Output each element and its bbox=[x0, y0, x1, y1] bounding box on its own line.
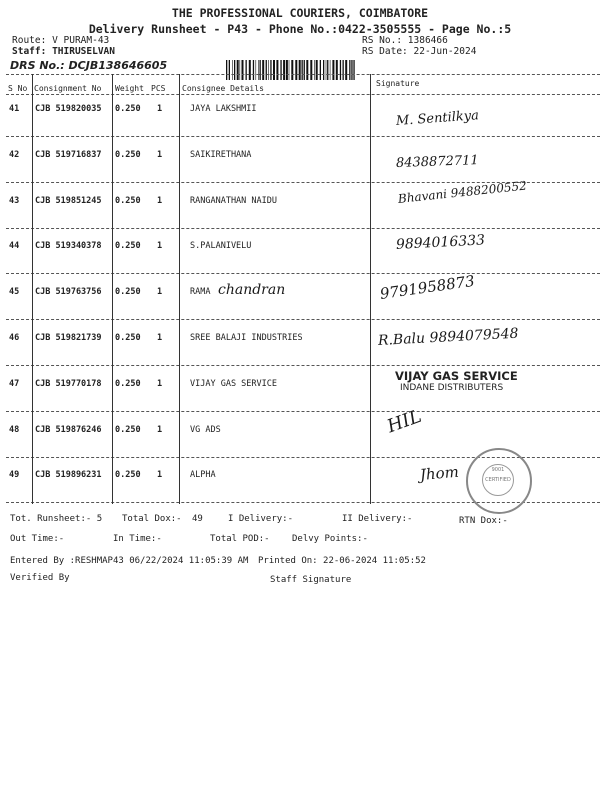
row-sno: 41 bbox=[9, 104, 20, 114]
row-weight: 0.250 bbox=[115, 149, 141, 160]
row-signature: M. Sentilkya bbox=[395, 108, 480, 129]
row-pcs: 1 bbox=[157, 104, 163, 114]
row-weight: 0.250 bbox=[115, 424, 141, 435]
runsheet-subtitle: Delivery Runsheet - P43 - Phone No.:0422-3505555 - Page No.:5 bbox=[88, 22, 512, 36]
row-weight: 0.250 bbox=[115, 104, 141, 114]
row-consignee-handwritten: chandran bbox=[218, 282, 286, 299]
rtn-dox: RTN Dox:- bbox=[459, 516, 508, 526]
table-row bbox=[0, 178, 600, 238]
row-consignee: VG ADS bbox=[190, 424, 221, 435]
row-pcs: 1 bbox=[157, 378, 163, 389]
company-title: THE PROFESSIONAL COURIERS, COIMBATORE bbox=[171, 6, 429, 20]
row-sno: 42 bbox=[9, 149, 20, 160]
row-signature: R.Balu 9894079548 bbox=[377, 325, 519, 349]
row-pcs: 1 bbox=[157, 195, 163, 206]
table-row bbox=[0, 232, 600, 283]
delvy-points: Delvy Points:- bbox=[292, 534, 368, 544]
barcode-image bbox=[226, 60, 358, 80]
row-consignee: S.PALANIVELU bbox=[190, 241, 252, 252]
company-seal bbox=[466, 448, 532, 514]
table-header-rule bbox=[6, 94, 600, 95]
staff-value: THIRUSELVAN bbox=[52, 46, 115, 57]
route-label: Route: bbox=[12, 35, 47, 46]
row-sno: 48 bbox=[9, 424, 20, 435]
row-consignment-no: CJB 519716837 bbox=[35, 149, 102, 160]
row-pcs: 1 bbox=[157, 470, 163, 481]
row-consignee: SREE BALAJI INDUSTRIES bbox=[190, 333, 303, 343]
col-header-consignee: Consignee Details bbox=[182, 84, 264, 93]
row-consignment-no: CJB 519340378 bbox=[35, 241, 102, 252]
route-line bbox=[12, 35, 109, 46]
drs-label: DRS No.: bbox=[10, 59, 65, 72]
row-weight: 0.250 bbox=[115, 195, 141, 206]
col-header-signature: Signature bbox=[376, 79, 420, 88]
row-sno: 45 bbox=[9, 287, 20, 298]
row-signature: HIL bbox=[384, 405, 425, 437]
table-row bbox=[0, 271, 600, 329]
row-signature-stamp-sub: INDANE DISTRIBUTERS bbox=[400, 382, 504, 393]
drs-value: DCJB138646605 bbox=[68, 59, 168, 72]
verified-by: Verified By bbox=[10, 573, 70, 583]
total-dox-value: 49 bbox=[192, 514, 203, 524]
row-consignment-no: CJB 519876246 bbox=[35, 424, 102, 435]
row-sno: 46 bbox=[9, 333, 20, 343]
row-sno: 43 bbox=[9, 195, 20, 206]
row-consignee: RANGANATHAN NAIDU bbox=[190, 195, 277, 206]
staff-line bbox=[12, 46, 115, 57]
total-dox-label: Total Dox:- bbox=[122, 514, 182, 524]
rs-no-label: RS No.: bbox=[362, 35, 403, 46]
seal-text: 9001 CERTIFIED bbox=[482, 464, 514, 496]
route-value: V PURAM-43 bbox=[52, 35, 110, 46]
row-consignee: RAMA bbox=[190, 287, 211, 298]
col-header-consignment: Consignment No bbox=[34, 84, 102, 93]
row-weight: 0.250 bbox=[115, 378, 141, 389]
rs-date-line bbox=[362, 46, 476, 57]
tot-runsheet: Tot. Runsheet:- 5 bbox=[10, 514, 103, 524]
row-signature: Bhavani 9488200552 bbox=[397, 178, 528, 206]
col-header-weight: Weight bbox=[115, 84, 144, 93]
row-sno: 49 bbox=[9, 470, 20, 481]
rs-no-line bbox=[362, 35, 448, 46]
row-consignment-no: CJB 519851245 bbox=[35, 195, 102, 206]
row-consignee: JAYA LAKSHMII bbox=[190, 104, 257, 114]
row-consignee: SAIKIRETHANA bbox=[190, 149, 252, 160]
rs-no-value: 1386466 bbox=[407, 35, 448, 46]
row-pcs: 1 bbox=[157, 287, 163, 298]
row-pcs: 1 bbox=[157, 149, 163, 160]
col-header-sno: S No bbox=[8, 84, 28, 93]
table-row bbox=[0, 100, 600, 146]
row-signature: 9791958873 bbox=[378, 271, 476, 304]
i-delivery: I Delivery:- bbox=[228, 514, 294, 524]
out-time: Out Time:- bbox=[10, 534, 65, 544]
row-signature: 9894016333 bbox=[395, 232, 486, 254]
row-weight: 0.250 bbox=[115, 241, 141, 252]
row-consignment-no: CJB 519770178 bbox=[35, 378, 102, 389]
row-consignment-no: CJB 519763756 bbox=[35, 287, 102, 298]
row-sno: 44 bbox=[9, 241, 20, 252]
row-consignment-no: CJB 519821739 bbox=[35, 333, 102, 343]
row-signature: 8438872711 bbox=[395, 152, 479, 171]
staff-signature: Staff Signature bbox=[270, 575, 352, 585]
drs-line bbox=[10, 59, 167, 72]
row-consignee: ALPHA bbox=[190, 470, 216, 481]
row-pcs: 1 bbox=[157, 333, 163, 343]
staff-label: Staff: bbox=[12, 46, 47, 57]
printed-on: Printed On: 22-06-2024 11:05:52 bbox=[258, 556, 426, 566]
row-signature-stamp: VIJAY GAS SERVICE bbox=[395, 368, 518, 383]
entered-by: Entered By :RESHMAP43 06/22/2024 11:05:39 AM bbox=[10, 556, 249, 566]
col-header-pcs: PCS bbox=[151, 84, 166, 93]
row-consignment-no: CJB 519896231 bbox=[35, 470, 102, 481]
ii-delivery: II Delivery:- bbox=[342, 514, 413, 524]
row-pcs: 1 bbox=[157, 424, 163, 435]
row-weight: 0.250 bbox=[115, 287, 141, 298]
row-consignment-no: CJB 519820035 bbox=[35, 104, 102, 114]
row-weight: 0.250 bbox=[115, 333, 141, 343]
row-consignee: VIJAY GAS SERVICE bbox=[190, 378, 277, 389]
total-pod: Total POD:- bbox=[210, 534, 270, 544]
in-time: In Time:- bbox=[113, 534, 162, 544]
row-signature: Jhom bbox=[419, 463, 460, 485]
row-sno: 47 bbox=[9, 378, 20, 389]
row-pcs: 1 bbox=[157, 241, 163, 252]
table-top-rule bbox=[6, 74, 600, 75]
rs-date-label: RS Date: bbox=[362, 46, 408, 57]
rs-date-value: 22-Jun-2024 bbox=[413, 46, 477, 57]
table-row bbox=[0, 368, 600, 421]
row-weight: 0.250 bbox=[115, 470, 141, 481]
